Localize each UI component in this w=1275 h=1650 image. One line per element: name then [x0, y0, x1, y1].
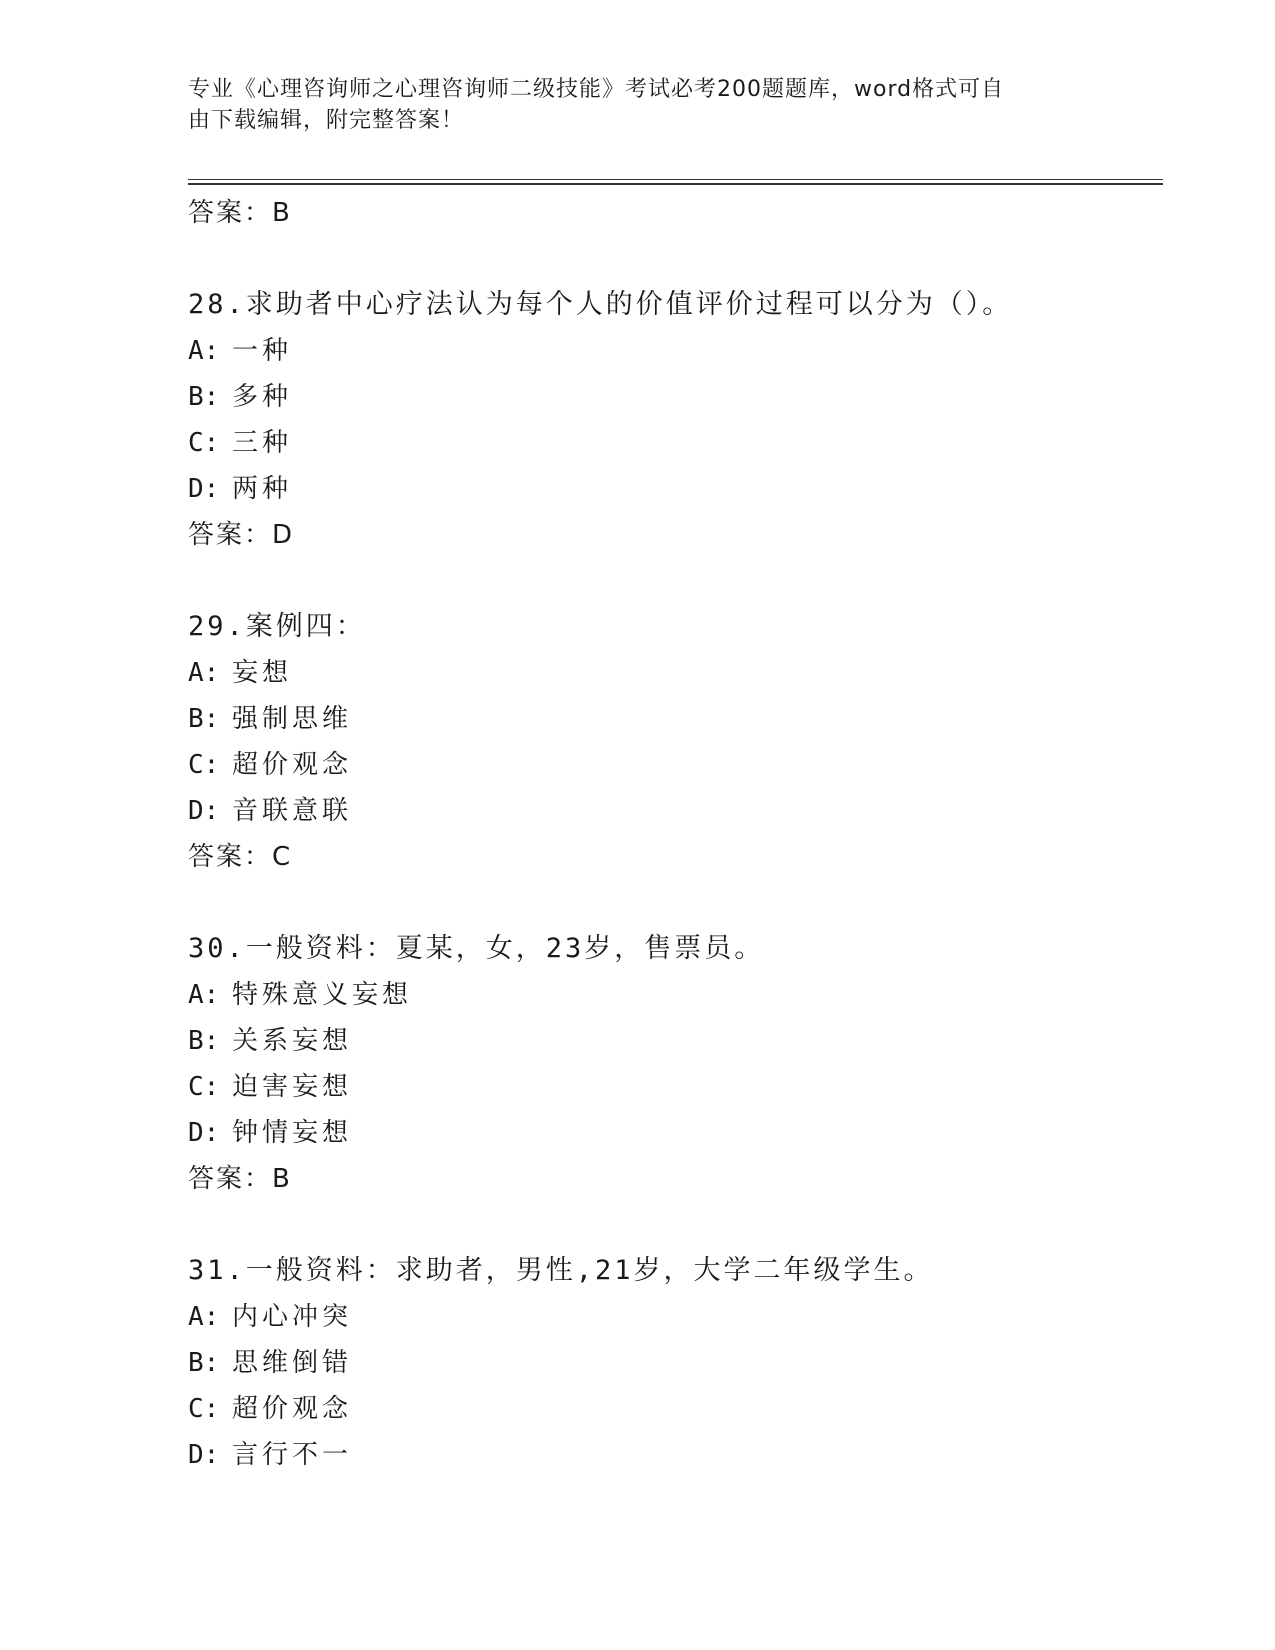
answer-line: 答案：D: [188, 520, 295, 550]
option-letter: D:: [188, 1118, 220, 1148]
question-list: [188, 190, 1163, 1478]
option-d: [188, 1432, 1163, 1478]
option-letter: B:: [188, 1348, 220, 1378]
option-text: 妄想: [232, 658, 293, 688]
option-a: [188, 972, 1163, 1018]
option-text: 内心冲突: [232, 1302, 353, 1332]
option-letter: C:: [188, 750, 220, 780]
option-letter: B:: [188, 704, 220, 734]
question-stem: 31.一般资料：求助者，男性,21岁，大学二年级学生。: [188, 1255, 934, 1286]
answer-line: 答案：C: [188, 842, 293, 872]
option-letter: A:: [188, 336, 220, 366]
answer-line: 答案：B: [188, 1164, 292, 1194]
option-text: 一种: [232, 336, 293, 366]
option-a: [188, 1294, 1163, 1340]
option-letter: C:: [188, 1394, 220, 1424]
question-stem: 30.一般资料：夏某，女，23岁，售票员。: [188, 933, 765, 964]
option-text: 思维倒错: [232, 1348, 353, 1378]
option-b: [188, 374, 1163, 420]
header-divider-thick: [188, 183, 1163, 185]
option-text: 关系妄想: [232, 1026, 353, 1056]
option-text: 多种: [232, 382, 293, 412]
option-a: [188, 328, 1163, 374]
option-d: [188, 466, 1163, 512]
option-letter: A:: [188, 1302, 220, 1332]
option-text: 三种: [232, 428, 293, 458]
option-text: 两种: [232, 474, 293, 504]
option-b: [188, 1018, 1163, 1064]
option-letter: A:: [188, 658, 220, 688]
option-c: [188, 1064, 1163, 1110]
option-text: 强制思维: [232, 704, 353, 734]
option-text: 特殊意义妄想: [232, 980, 413, 1010]
option-c: [188, 420, 1163, 466]
option-letter: B:: [188, 1026, 220, 1056]
question-stem: 28.求助者中心疗法认为每个人的价值评价过程可以分为（）。: [188, 289, 1013, 320]
option-text: 超价观念: [232, 750, 353, 780]
option-c: [188, 742, 1163, 788]
option-text: 钟情妄想: [232, 1118, 353, 1148]
option-text: 迫害妄想: [232, 1072, 353, 1102]
option-b: [188, 696, 1163, 742]
option-c: [188, 1386, 1163, 1432]
option-letter: B:: [188, 382, 220, 412]
option-a: [188, 650, 1163, 696]
option-text: 言行不一: [232, 1440, 353, 1470]
header-divider-thin: [188, 179, 1163, 180]
option-letter: C:: [188, 1072, 220, 1102]
option-b: [188, 1340, 1163, 1386]
option-letter: A:: [188, 980, 220, 1010]
option-text: 音联意联: [232, 796, 353, 826]
option-letter: C:: [188, 428, 220, 458]
option-letter: D:: [188, 796, 220, 826]
option-letter: D:: [188, 1440, 220, 1470]
option-text: 超价观念: [232, 1394, 353, 1424]
header-line-1: 专业《心理咨询师之心理咨询师二级技能》考试必考200题题库，word格式可自: [188, 77, 1005, 102]
option-letter: D:: [188, 474, 220, 504]
answer-line: 答案：B: [188, 198, 292, 228]
option-d: [188, 1110, 1163, 1156]
document-header: [188, 74, 1068, 136]
option-d: [188, 788, 1163, 834]
header-line-2: 由下载编辑，附完整答案！: [188, 108, 465, 133]
question-stem: 29.案例四：: [188, 611, 366, 642]
